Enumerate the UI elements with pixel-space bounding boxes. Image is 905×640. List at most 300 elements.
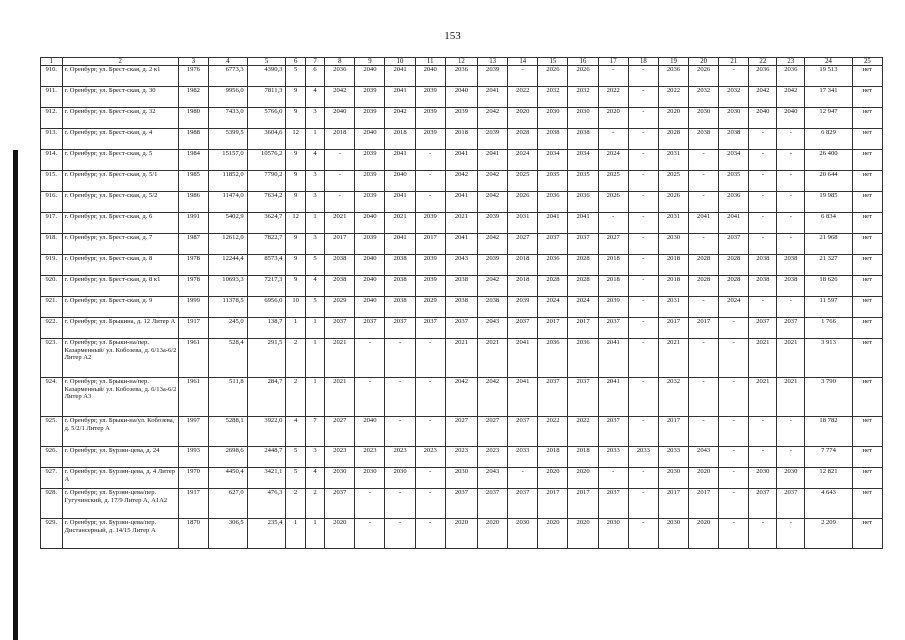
table-cell: 2043 [478, 318, 508, 339]
table-cell: - [628, 192, 658, 213]
table-cell: 2017 [568, 318, 598, 339]
table-cell: 1 766 [805, 318, 852, 339]
table-cell: 2020 [689, 468, 719, 489]
table-cell: 2037 [415, 318, 445, 339]
table-cell: 2034 [719, 150, 749, 171]
table-cell: 2018 [598, 255, 628, 276]
table-cell: 2039 [355, 192, 385, 213]
table-cell: - [415, 468, 445, 489]
table-cell: 2039 [355, 234, 385, 255]
table-cell: нет [852, 108, 882, 129]
table-cell: 2028 [508, 129, 538, 150]
table-cell: 2017 [538, 489, 568, 519]
table-cell: 1978 [178, 276, 208, 297]
table-cell: 2041 [689, 213, 719, 234]
column-number-17: 17 [598, 58, 628, 66]
table-cell: 2028 [568, 276, 598, 297]
table-cell: 2020 [689, 519, 719, 549]
table-cell: 2036 [538, 339, 568, 378]
table-cell: 2041 [385, 87, 415, 108]
table-cell: 2037 [385, 318, 415, 339]
table-cell: 2041 [538, 213, 568, 234]
row-number-cell: 925. [41, 417, 63, 447]
table-cell: 2036 [325, 66, 355, 87]
table-cell: - [355, 489, 385, 519]
table-cell: нет [852, 150, 882, 171]
table-cell: 7 [305, 417, 324, 447]
table-cell: 2020 [325, 519, 355, 549]
table-cell: - [719, 417, 749, 447]
address-cell: г. Оренбург, ул. Брест-ская, д. 7 [62, 234, 178, 255]
table-cell: 4 [305, 87, 324, 108]
table-row [41, 297, 883, 318]
table-cell: 2023 [385, 447, 415, 468]
table-cell: 2031 [658, 297, 688, 318]
table-cell: 10 [286, 297, 305, 318]
table-cell: 235,4 [247, 519, 286, 549]
table-cell: - [415, 519, 445, 549]
table-cell: 291,5 [247, 339, 286, 378]
table-row [41, 234, 883, 255]
table-cell: - [628, 171, 658, 192]
table-cell: - [628, 489, 658, 519]
table-cell: - [689, 192, 719, 213]
table-cell: 2042 [478, 192, 508, 213]
table-cell: 245,0 [208, 318, 247, 339]
table-cell: 1 [305, 339, 324, 378]
table-cell: 2023 [415, 447, 445, 468]
table-cell: - [628, 150, 658, 171]
column-number-8: 8 [325, 58, 355, 66]
table-cell: 2018 [325, 129, 355, 150]
table-cell: нет [852, 318, 882, 339]
table-cell: - [415, 339, 445, 378]
table-cell: 2017 [658, 417, 688, 447]
table-cell: - [719, 468, 749, 489]
table-cell: 2042 [777, 87, 805, 108]
table-cell: 1 [286, 519, 305, 549]
table-cell: 1991 [178, 213, 208, 234]
table-cell: 2042 [478, 234, 508, 255]
column-number-20: 20 [689, 58, 719, 66]
table-cell: 3 913 [805, 339, 852, 378]
table-cell: 2043 [689, 447, 719, 468]
table-cell: 2036 [749, 66, 777, 87]
table-cell: 2041 [478, 150, 508, 171]
table-cell: 11378,5 [208, 297, 247, 318]
table-cell: 1970 [178, 468, 208, 489]
table-cell: 2038 [777, 276, 805, 297]
table-cell: 2033 [598, 447, 628, 468]
table-cell: 2020 [508, 108, 538, 129]
table-cell: 2039 [355, 171, 385, 192]
table-cell: 2038 [538, 129, 568, 150]
table-cell: - [719, 339, 749, 378]
table-cell: 4 [286, 417, 305, 447]
table-cell: 2698,6 [208, 447, 247, 468]
table-cell: 2038 [385, 297, 415, 318]
table-cell: 2018 [508, 276, 538, 297]
table-cell: 2020 [568, 468, 598, 489]
table-cell: 3 [305, 234, 324, 255]
table-cell: 2039 [415, 129, 445, 150]
table-cell: - [415, 171, 445, 192]
table-cell: 2024 [568, 297, 598, 318]
table-cell: 2017 [415, 234, 445, 255]
column-number-7: 7 [305, 58, 324, 66]
table-cell: 2036 [568, 192, 598, 213]
table-row [41, 339, 883, 378]
table-cell: 1999 [178, 297, 208, 318]
table-cell: 2037 [445, 489, 477, 519]
column-number-21: 21 [719, 58, 749, 66]
table-cell: 21 968 [805, 234, 852, 255]
table-cell: 18 782 [805, 417, 852, 447]
address-cell: г. Оренбург, ул. Брест-ская, д. 30 [62, 87, 178, 108]
table-cell: 2021 [749, 378, 777, 417]
table-cell: - [689, 297, 719, 318]
table-cell: 2037 [719, 234, 749, 255]
table-cell: 2018 [658, 255, 688, 276]
table-cell: нет [852, 129, 882, 150]
row-number-cell: 917. [41, 213, 63, 234]
table-cell: - [749, 417, 777, 447]
table-cell: 2031 [658, 150, 688, 171]
row-number-cell: 920. [41, 276, 63, 297]
table-cell: 2 [305, 489, 324, 519]
table-cell: 1917 [178, 318, 208, 339]
table-cell: нет [852, 234, 882, 255]
table-cell: 2037 [508, 318, 538, 339]
table-cell: 21 327 [805, 255, 852, 276]
table-cell: - [628, 297, 658, 318]
address-cell: г. Оренбург, ул. Брест-ская, д. 8 [62, 255, 178, 276]
table-cell: нет [852, 213, 882, 234]
table-cell: 2020 [478, 519, 508, 549]
table-cell: 2040 [355, 255, 385, 276]
row-number-cell: 915. [41, 171, 63, 192]
table-cell: - [749, 171, 777, 192]
table-cell: - [777, 171, 805, 192]
table-cell: 2030 [598, 519, 628, 549]
table-cell: 5 [286, 447, 305, 468]
table-cell: 5 [286, 66, 305, 87]
table-cell: 2040 [777, 108, 805, 129]
table-cell: 1993 [178, 447, 208, 468]
table-row [41, 417, 883, 447]
table-cell: - [628, 108, 658, 129]
table-cell: 2027 [478, 417, 508, 447]
table-cell: 5 [286, 468, 305, 489]
table-cell: 2037 [508, 489, 538, 519]
table-cell: 2 [286, 339, 305, 378]
table-cell: - [598, 129, 628, 150]
column-number-5: 5 [247, 58, 286, 66]
table-cell: 2030 [445, 468, 477, 489]
table-cell: 1978 [178, 255, 208, 276]
table-cell: 2023 [445, 447, 477, 468]
table-cell: 2021 [658, 339, 688, 378]
table-cell: - [777, 297, 805, 318]
table-cell: 2030 [658, 519, 688, 549]
table-cell: 2040 [749, 108, 777, 129]
table-cell: - [385, 489, 415, 519]
table-cell: 2041 [385, 192, 415, 213]
table-cell: - [385, 519, 415, 549]
row-number-cell: 913. [41, 129, 63, 150]
table-cell: 5288,1 [208, 417, 247, 447]
table-cell: - [628, 66, 658, 87]
address-cell: г. Оренбург, ул. Брыки-на/ул. Кобозева, д. 5/2/1 Литер А [62, 417, 178, 447]
table-cell: 2041 [598, 339, 628, 378]
table-cell: 2022 [658, 87, 688, 108]
address-cell: г. Оренбург, ул. Брест-ская, д. 2 к1 [62, 66, 178, 87]
table-cell: 2042 [478, 171, 508, 192]
table-cell: 2037 [538, 234, 568, 255]
table-cell: 2042 [478, 108, 508, 129]
table-cell: 12 821 [805, 468, 852, 489]
table-cell: 9 [286, 276, 305, 297]
column-number-22: 22 [749, 58, 777, 66]
table-cell: 9 [286, 171, 305, 192]
table-cell: 2027 [325, 417, 355, 447]
table-cell: - [689, 417, 719, 447]
table-cell: 9 [286, 108, 305, 129]
table-cell: 2037 [325, 489, 355, 519]
table-cell: 2017 [658, 318, 688, 339]
table-cell: 2027 [598, 234, 628, 255]
table-cell: 2042 [445, 378, 477, 417]
table-cell: 2022 [508, 87, 538, 108]
table-cell: 11852,0 [208, 171, 247, 192]
table-row [41, 378, 883, 417]
table-cell: 4 [305, 276, 324, 297]
table-cell: - [719, 519, 749, 549]
table-cell: нет [852, 378, 882, 417]
table-cell: 284,7 [247, 378, 286, 417]
table-cell: 2037 [568, 378, 598, 417]
table-row [41, 519, 883, 549]
table-cell: 2029 [415, 297, 445, 318]
table-cell: нет [852, 87, 882, 108]
table-cell: 2037 [508, 417, 538, 447]
table-cell: 2021 [325, 339, 355, 378]
table-cell: 1987 [178, 234, 208, 255]
table-cell: 2017 [325, 234, 355, 255]
table-cell: - [689, 234, 719, 255]
table-row [41, 192, 883, 213]
table-cell: 2021 [777, 378, 805, 417]
column-number-16: 16 [568, 58, 598, 66]
table-cell: 2040 [355, 213, 385, 234]
table-cell: 2039 [478, 66, 508, 87]
table-cell: 2020 [568, 519, 598, 549]
table-cell: 2020 [658, 108, 688, 129]
table-cell: 2028 [689, 255, 719, 276]
table-cell: 2039 [478, 213, 508, 234]
table-cell: 4390,3 [247, 66, 286, 87]
table-cell: - [719, 378, 749, 417]
table-cell: 2022 [538, 417, 568, 447]
row-number-cell: 926. [41, 447, 63, 468]
table-cell: - [749, 129, 777, 150]
table-cell: 2026 [689, 66, 719, 87]
table-cell: - [777, 192, 805, 213]
table-cell: 2036 [538, 192, 568, 213]
table-cell: 2032 [719, 87, 749, 108]
table-cell: 1 [286, 318, 305, 339]
table-cell: - [628, 339, 658, 378]
table-cell: 4450,4 [208, 468, 247, 489]
table-cell: 2033 [658, 447, 688, 468]
table-row [41, 171, 883, 192]
table-cell: 2041 [385, 150, 415, 171]
table-cell: 3 [305, 171, 324, 192]
row-number-cell: 927. [41, 468, 63, 489]
table-cell: 306,5 [208, 519, 247, 549]
table-cell: 2018 [568, 447, 598, 468]
table-cell: 2028 [538, 276, 568, 297]
table-cell: 7433,0 [208, 108, 247, 129]
table-cell: 2028 [719, 276, 749, 297]
table-cell: 511,8 [208, 378, 247, 417]
table-cell: 11 597 [805, 297, 852, 318]
table-cell: - [777, 150, 805, 171]
column-number-6: 6 [286, 58, 305, 66]
table-cell: 2042 [749, 87, 777, 108]
table-cell: 1 [305, 519, 324, 549]
table-row [41, 447, 883, 468]
table-cell: 2036 [538, 255, 568, 276]
table-cell: 1961 [178, 378, 208, 417]
table-cell: 2030 [538, 108, 568, 129]
table-cell: 18 626 [805, 276, 852, 297]
table-row [41, 150, 883, 171]
column-number-10: 10 [385, 58, 415, 66]
table-cell: 2035 [719, 171, 749, 192]
table-cell: 476,3 [247, 489, 286, 519]
table-cell: - [777, 213, 805, 234]
table-cell: 2039 [415, 213, 445, 234]
table-cell: - [749, 192, 777, 213]
row-number-cell: 929. [41, 519, 63, 549]
table-cell: - [628, 519, 658, 549]
table-cell: 3 [305, 108, 324, 129]
address-cell: г. Оренбург, ул. Брыки-на/пер. Казарменный/ ул. Кобозева, д. 6/13а-6/2 Литер А2 [62, 339, 178, 378]
table-cell: 2021 [385, 213, 415, 234]
table-cell: 2041 [598, 378, 628, 417]
table-cell: 2041 [568, 213, 598, 234]
table-cell: 8573,4 [247, 255, 286, 276]
table-cell: 2039 [478, 129, 508, 150]
table-cell: 2026 [658, 192, 688, 213]
table-cell: 2038 [445, 297, 477, 318]
table-cell: 9 [286, 87, 305, 108]
table-cell: 2039 [355, 108, 385, 129]
table-cell: - [749, 213, 777, 234]
table-cell: 2036 [445, 66, 477, 87]
row-number-cell: 918. [41, 234, 63, 255]
table-cell: 2033 [508, 447, 538, 468]
table-cell: 2038 [325, 276, 355, 297]
table-cell: - [628, 213, 658, 234]
table-cell: 7634,2 [247, 192, 286, 213]
table-cell: 2037 [478, 489, 508, 519]
table-row [41, 255, 883, 276]
column-number-24: 24 [805, 58, 852, 66]
table-cell: 2041 [385, 66, 415, 87]
table-cell: 3421,1 [247, 468, 286, 489]
table-cell: 2020 [538, 519, 568, 549]
address-cell: г. Оренбург, ул. Брест-ская, д. 4 [62, 129, 178, 150]
table-cell: 3624,7 [247, 213, 286, 234]
table-cell: 528,4 [208, 339, 247, 378]
table-cell: - [415, 378, 445, 417]
table-cell: 7217,3 [247, 276, 286, 297]
table-cell: 2021 [325, 378, 355, 417]
table-cell: 7 774 [805, 447, 852, 468]
table-cell: 2026 [568, 66, 598, 87]
table-cell: - [628, 417, 658, 447]
address-cell: г. Оренбург, ул. Брест-ская, д. 5/1 [62, 171, 178, 192]
table-cell: 6 829 [805, 129, 852, 150]
table-cell: 2037 [355, 318, 385, 339]
table-cell: - [628, 255, 658, 276]
housing-register-table [40, 57, 883, 549]
table-cell: 2041 [719, 213, 749, 234]
table-cell: 2031 [508, 213, 538, 234]
table-cell: 3604,6 [247, 129, 286, 150]
table-cell: - [749, 519, 777, 549]
table-cell: 2021 [445, 339, 477, 378]
table-cell: 1984 [178, 150, 208, 171]
table-cell: 4 [305, 150, 324, 171]
table-cell: 2036 [777, 66, 805, 87]
table-cell: - [598, 468, 628, 489]
address-cell: г. Оренбург, ул. Брест-ская, д. 9 [62, 297, 178, 318]
table-cell: 2037 [445, 318, 477, 339]
table-cell: - [777, 129, 805, 150]
table-cell: 9 [286, 234, 305, 255]
table-cell: 2034 [568, 150, 598, 171]
table-cell: 2030 [385, 468, 415, 489]
table-cell: 3 790 [805, 378, 852, 417]
table-cell: - [598, 66, 628, 87]
table-cell: - [749, 150, 777, 171]
table-cell: 2 [286, 489, 305, 519]
table-cell: - [355, 339, 385, 378]
table-cell: 17 341 [805, 87, 852, 108]
table-cell: 2028 [719, 255, 749, 276]
table-cell: 2030 [355, 468, 385, 489]
table-cell: 2032 [538, 87, 568, 108]
table-cell: 2025 [598, 171, 628, 192]
table-cell: 6 834 [805, 213, 852, 234]
column-number-4: 4 [208, 58, 247, 66]
table-cell: 9 [286, 192, 305, 213]
table-cell: 26 400 [805, 150, 852, 171]
table-cell: 2036 [719, 192, 749, 213]
table-cell: 2038 [325, 255, 355, 276]
table-cell: 5 [305, 255, 324, 276]
table-cell: 2040 [355, 276, 385, 297]
table-cell: 2041 [385, 234, 415, 255]
table-cell: 2038 [478, 297, 508, 318]
table-row [41, 87, 883, 108]
table-cell: 2035 [538, 171, 568, 192]
table-cell: 2018 [598, 276, 628, 297]
table-cell: 2028 [568, 255, 598, 276]
